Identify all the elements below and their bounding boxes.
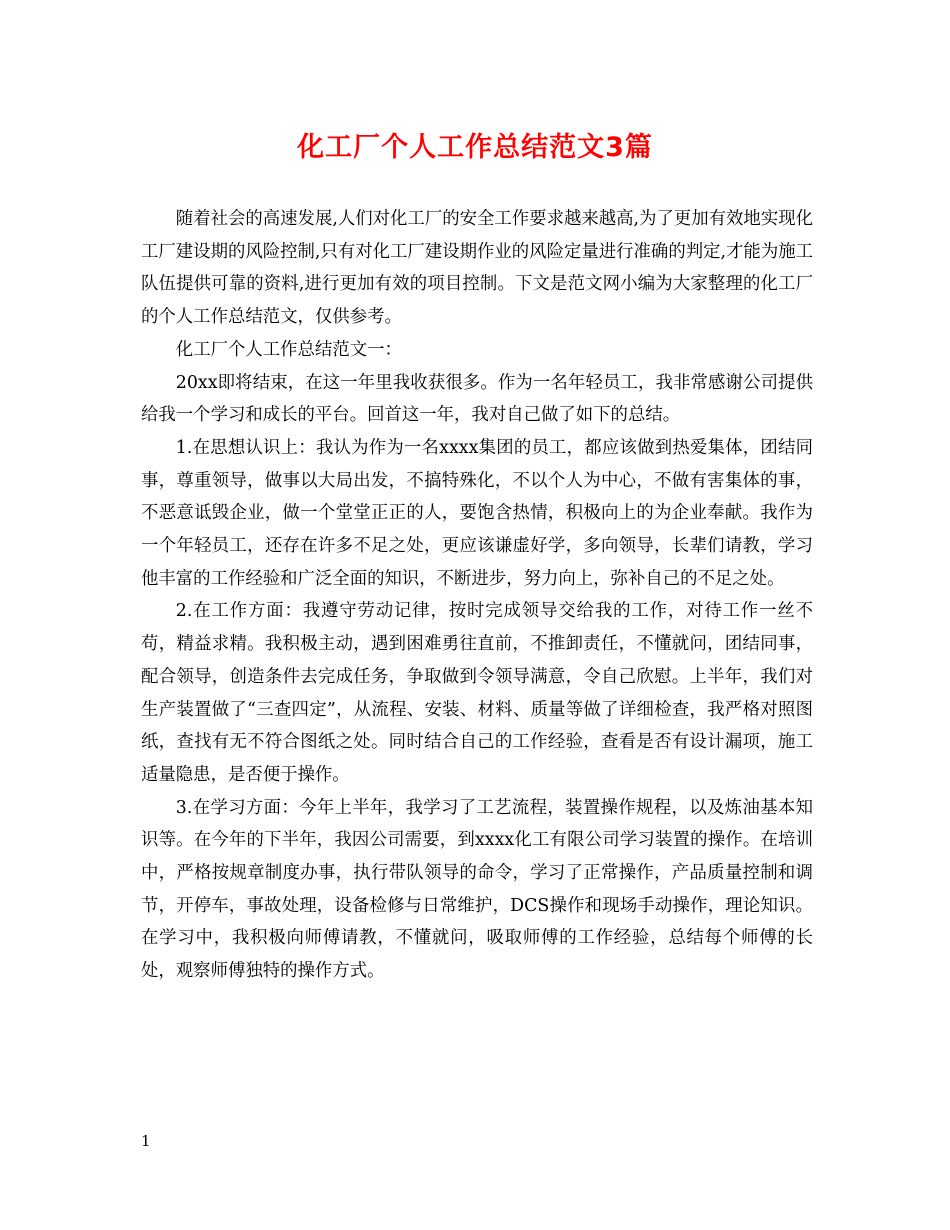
body-paragraph: 20xx即将结束，在这一年里我收获很多。作为一名年轻员工，我非常感谢公司提供给我一个学习和成长的平台。回首这一年，我对自己做了如下的总结。: [141, 372, 813, 426]
section-heading: 化工厂个人工作总结范文一：: [175, 339, 402, 360]
body-paragraph: 1.在思想认识上：我认为作为一名xxxx集团的员工，都应该做到热爱集体，团结同事，尊重领导，做事以大局出发，不搞特殊化，不以个人为中心，不做有害集体的事，不恶意诋毁企业，做一个堂堂正正的人，要饱含热情，积极向上的为企业奉献。我作为一个年轻员工，还存在许多不足之处，更应该谦虚好学，多向领导，长辈们请教，学习他丰富的工作经验和广泛全面的知识，不断进步，努力向上，弥补自己的不足之处。: [141, 437, 813, 589]
document-title: 化工厂个人工作总结范文3篇: [297, 132, 653, 163]
body-paragraph: 3.在学习方面：今年上半年，我学习了工艺流程，装置操作规程，以及炼油基本知识等。在今年的下半年，我因公司需要，到xxxx化工有限公司学习装置的操作。在培训中，严格按规章制度办事，执行带队领导的命令，学习了正常操作，产品质量控制和调节，开停车，事故处理，设备检修与日常维护，DCS操作和现场手动操作，理论知识。在学习中，我积极向师傅请教，不懂就问，吸取师傅的工作经验，总结每个师傅的长处，观察师傅独特的操作方式。: [141, 797, 813, 982]
body-paragraph: 2.在工作方面：我遵守劳动记律，按时完成领导交给我的工作，对待工作一丝不苟，精益求精。我积极主动，遇到困难勇往直前，不推卸责任，不懂就问，团结同事，配合领导，创造条件去完成任务，争取做到令领导满意，令自己欣慰。上半年，我们对生产装置做了“三查四定”，从流程、安装、材料、质量等做了详细检查，我严格对照图纸，查找有无不符合图纸之处。同时结合自己的工作经验，查看是否有设计漏项，施工适量隐患，是否便于操作。: [141, 601, 813, 785]
document-body: [141, 203, 813, 988]
page-number: 1: [141, 1132, 151, 1150]
intro-paragraph: 随着社会的高速发展,人们对化工厂的安全工作要求越来越高,为了更加有效地实现化工厂建设期的风险控制,只有对化工厂建设期作业的风险定量进行准确的判定,才能为施工队伍提供可靠的资料,进行更加有效的项目控制。下文是范文网小编为大家整理的化工厂的个人工作总结范文，仅供参考。: [141, 209, 813, 328]
